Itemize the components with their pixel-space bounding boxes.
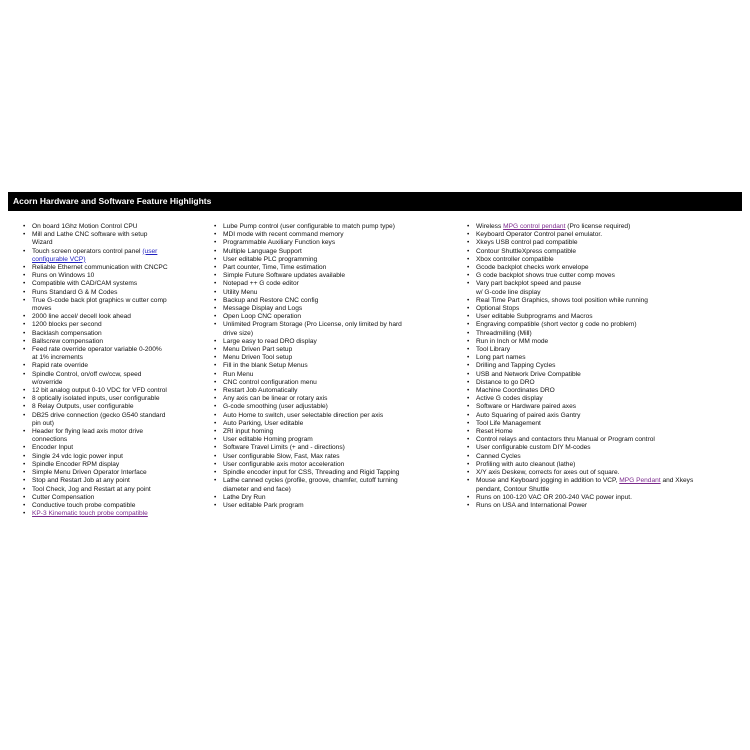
feature-item: • Header for flying lead axis motor drive connections [22, 428, 198, 444]
feature-item: • Software or Hardware paired axes [466, 403, 742, 411]
feature-item: • 12 bit analog output 0-10 VDC for VFD control [22, 387, 198, 395]
feature-item: • Tool Life Management [466, 420, 742, 428]
feature-item: • Threadmilling (Mill) [466, 330, 742, 338]
feature-item: • Open Loop CNC operation [213, 313, 453, 321]
feature-item: • MDI mode with recent command memory [213, 231, 453, 239]
feature-list-right [466, 223, 742, 510]
feature-item: • Spindle encoder input for CSS, Threading and Rigid Tapping [213, 469, 453, 477]
feature-link[interactable]: MPG Pendant [619, 477, 661, 485]
feature-item: • Simple Menu Driven Operator Interface [22, 469, 198, 477]
feature-text: Touch screen operators control panel [32, 247, 143, 255]
feature-item: • Machine Coordinates DRO [466, 387, 742, 395]
feature-item: • 1200 blocks per second [22, 321, 198, 329]
feature-item: • Spindle Control, on/off cw/ccw, speed w/override [22, 371, 198, 387]
feature-item: • Simple Future Software updates available [213, 272, 453, 280]
feature-item: • Profiling with auto cleanout (lathe) [466, 461, 742, 469]
feature-item: • Cutter Compensation [22, 494, 198, 502]
section-banner: Acorn Hardware and Software Feature Highlights [8, 192, 742, 211]
feature-item: • Stop and Restart Job at any point [22, 477, 198, 485]
feature-item: • Menu Driven Tool setup [213, 354, 453, 362]
feature-item: • Xkeys USB control pad compatible [466, 239, 742, 247]
feature-link[interactable]: (user configurable VCP) [32, 247, 158, 263]
feature-link[interactable]: MPG control pendant [503, 223, 566, 230]
feature-item: • Contour ShuttleXpress compatible [466, 248, 742, 256]
feature-text: Wireless [476, 223, 504, 230]
feature-item: • Backup and Restore CNC config [213, 297, 453, 305]
feature-item: • On board 1Ghz Motion Control CPU [22, 223, 198, 231]
feature-item: • Notepad ++ G code editor [213, 280, 453, 288]
feature-item: • Tool Library [466, 346, 742, 354]
feature-item: • Auto Home to switch, user selectable direction per axis [213, 412, 453, 420]
feature-item: • DB25 drive connection (gecko G540 standard pin out) [22, 412, 198, 428]
feature-item: • Keyboard Operator Control panel emulator. [466, 231, 742, 239]
feature-item: • Compatible with CAD/CAM systems [22, 280, 198, 288]
feature-item: • User editable Subprograms and Macros [466, 313, 742, 321]
feature-item: • Ballscrew compensation [22, 338, 198, 346]
feature-item: • CNC control configuration menu [213, 379, 453, 387]
feature-item: • True G-code back plot graphics w cutter comp moves [22, 297, 198, 313]
feature-item [22, 248, 198, 264]
feature-item: • 8 Relay Outputs, user configurable [22, 403, 198, 411]
feature-item: • 2000 line accel/ decell look ahead [22, 313, 198, 321]
feature-item: • Optional Stops [466, 305, 742, 313]
feature-item: • USB and Network Drive Compatible [466, 371, 742, 379]
feature-item: • Vary part backplot speed and pause w/ G-code line display [466, 280, 742, 296]
feature-item: • Engraving compatible (short vector g code no problem) [466, 321, 742, 329]
feature-item: • User editable Park program [213, 502, 453, 510]
feature-text: and Xkeys pendant, Contour Shuttle [476, 477, 694, 493]
feature-item: • User configurable custom DIY M-codes [466, 444, 742, 452]
feature-item: • Runs on USA and International Power [466, 502, 742, 510]
feature-item: • Restart Job Automatically [213, 387, 453, 395]
feature-item: • Gcode backplot checks work envelope [466, 264, 742, 272]
feature-item: • User editable PLC programming [213, 256, 453, 264]
feature-item: • Run in Inch or MM mode [466, 338, 742, 346]
feature-link[interactable]: KP-3 Kinematic touch probe compatible [32, 510, 148, 518]
feature-item: • G-code smoothing (user adjustable) [213, 403, 453, 411]
feature-item: • Lube Pump control (user configurable to match pump type) [213, 223, 453, 231]
feature-item: • Utility Menu [213, 289, 453, 297]
feature-item: • User editable Homing program [213, 436, 453, 444]
feature-item: • Distance to go DRO [466, 379, 742, 387]
feature-item: • Runs Standard G & M Codes [22, 289, 198, 297]
feature-item: • Runs on Windows 10 [22, 272, 198, 280]
feature-item: • Reset Home [466, 428, 742, 436]
feature-item: • Spindle Encoder RPM display [22, 461, 198, 469]
feature-item: • Multiple Language Support [213, 248, 453, 256]
feature-item: • Conductive touch probe compatible [22, 502, 198, 510]
feature-item: • Control relays and contactors thru Manual or Program control [466, 436, 742, 444]
feature-item: • G code backplot shows true cutter comp moves [466, 272, 742, 280]
feature-item: • Rapid rate override [22, 362, 198, 370]
feature-item: • Any axis can be linear or rotary axis [213, 395, 453, 403]
feature-item: • Message Display and Logs [213, 305, 453, 313]
feature-item: • Drilling and Tapping Cycles [466, 362, 742, 370]
feature-text: Mouse and Keyboard jogging in addition to VCP, [476, 477, 620, 485]
feature-item: • Backlash compensation [22, 330, 198, 338]
feature-columns [8, 223, 742, 583]
feature-item: • Software Travel Limits (+ and - directions) [213, 444, 453, 452]
feature-item [466, 223, 742, 231]
feature-item: • Lathe Dry Run [213, 494, 453, 502]
feature-item: • 8 optically isolated inputs, user configurable [22, 395, 198, 403]
feature-item: • User configurable axis motor acceleration [213, 461, 453, 469]
feature-list-middle [213, 223, 453, 510]
feature-item: • Reliable Ethernet communication with CNCPC [22, 264, 198, 272]
feature-list-left [22, 223, 198, 518]
feature-item: • Lathe canned cycles (profile, groove, chamfer, cutoff turning diameter and end face) [213, 477, 453, 493]
feature-item: • Tool Check, Jog and Restart at any point [22, 486, 198, 494]
feature-item [466, 477, 742, 493]
feature-item: • Xbox controller compatible [466, 256, 742, 264]
feature-item: • Real Time Part Graphics, shows tool position while running [466, 297, 742, 305]
feature-item: • Fill in the blank Setup Menus [213, 362, 453, 370]
feature-item: • Encoder Input [22, 444, 198, 452]
feature-item: • Unlimited Program Storage (Pro License, only limited by hard drive size) [213, 321, 453, 337]
feature-item: • Active G codes display [466, 395, 742, 403]
feature-item: • X/Y axis Deskew, corrects for axes out of square. [466, 469, 742, 477]
feature-item: • Run Menu [213, 371, 453, 379]
feature-item: • Feed rate override operator variable 0-200% at 1% increments [22, 346, 198, 362]
feature-item: • Single 24 vdc logic power input [22, 453, 198, 461]
feature-item: • Part counter, Time, Time estimation [213, 264, 453, 272]
feature-document [8, 192, 742, 583]
feature-item: • Mill and Lathe CNC software with setup Wizard [22, 231, 198, 247]
feature-item: • Programmable Auxiliary Function keys [213, 239, 453, 247]
feature-item: • Menu Driven Part setup [213, 346, 453, 354]
feature-item: • User configurable Slow, Fast, Max rates [213, 453, 453, 461]
feature-item: • Runs on 100-120 VAC OR 200-240 VAC power input. [466, 494, 742, 502]
feature-item: • Canned Cycles [466, 453, 742, 461]
feature-item: • Large easy to read DRO display [213, 338, 453, 346]
feature-item: • Auto Parking, User editable [213, 420, 453, 428]
feature-item: • Long part names [466, 354, 742, 362]
feature-item: • ZRI input homing [213, 428, 453, 436]
feature-text: (Pro license required) [565, 223, 631, 230]
feature-item: • Auto Squaring of paired axis Gantry [466, 412, 742, 420]
feature-item [22, 510, 198, 518]
